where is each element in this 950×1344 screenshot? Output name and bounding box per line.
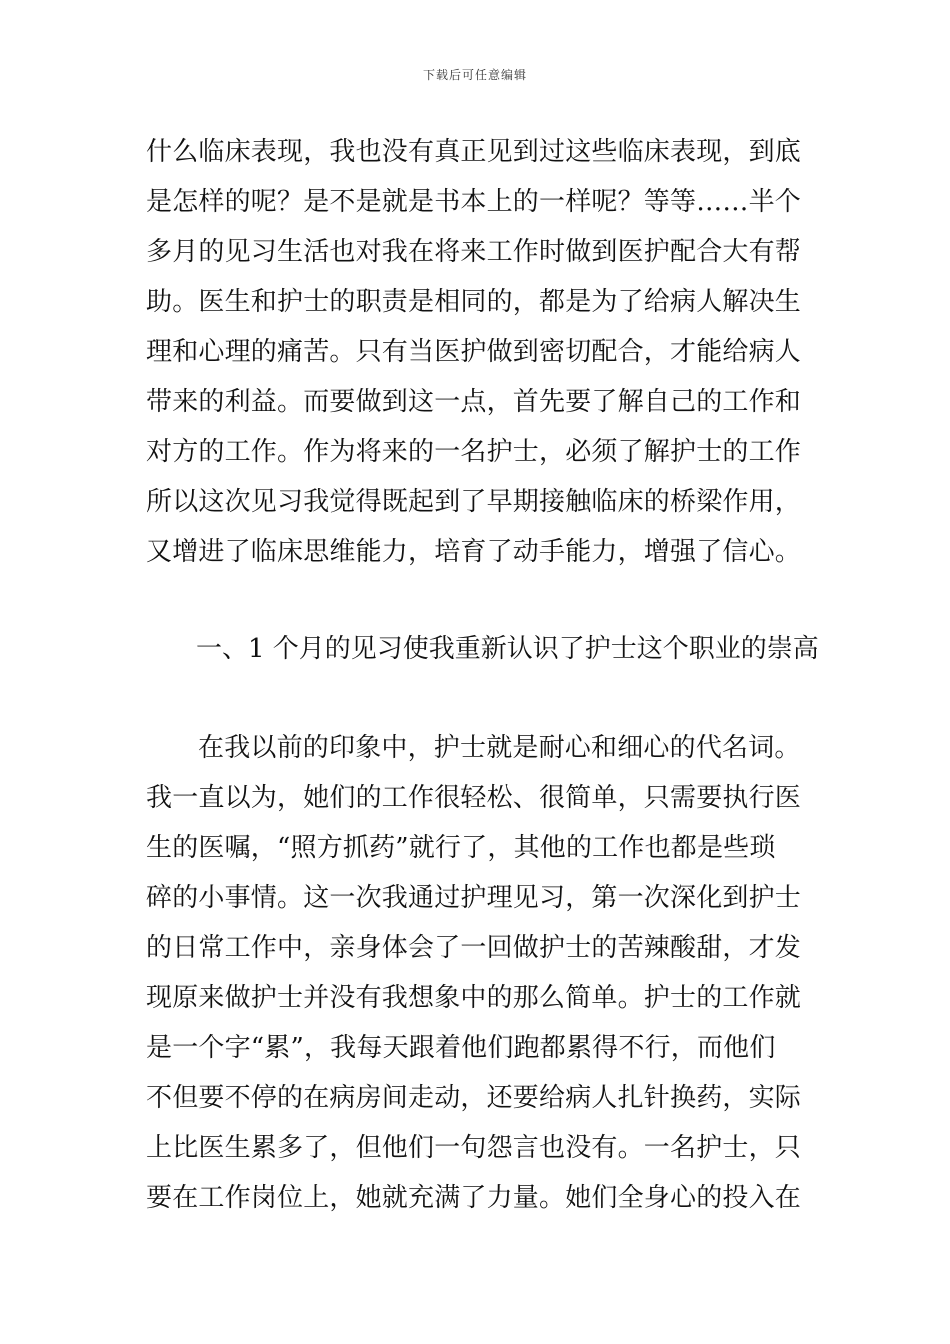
text-line: 生的医嘱，“照方抓药”就行了，其他的工作也都是些琐 — [146, 833, 776, 863]
paragraph-continued — [146, 127, 816, 577]
text-line: 带来的利益。而要做到这一点，首先要了解自己的工作和 — [146, 387, 802, 417]
text-line-first-indented: 在我以前的印象中，护士就是耐心和细心的代名词。 — [198, 733, 801, 763]
text-line: 什么临床表现，我也没有真正见到过这些临床表现，到底 — [146, 137, 802, 167]
text-line: 是一个字“累”，我每天跟着他们跑都累得不行，而他们 — [146, 1033, 776, 1063]
text-line: 现原来做护士并没有我想象中的那么简单。护士的工作就 — [146, 983, 802, 1013]
text-line: 的日常工作中，亲身体会了一回做护士的苦辣酸甜，才发 — [146, 933, 802, 963]
paragraph-section-one — [146, 723, 816, 1223]
text-line: 是怎样的呢？是不是就是书本上的一样呢？等等……半个 — [146, 187, 802, 217]
page-header: 下载后可任意编辑 — [422, 68, 527, 82]
text-line: 助。医生和护士的职责是相同的，都是为了给病人解决生 — [146, 287, 802, 317]
text-line: 对方的工作。作为将来的一名护士，必须了解护士的工作 — [146, 437, 802, 467]
text-line: 多月的见习生活也对我在将来工作时做到医护配合大有帮 — [146, 237, 802, 267]
text-line: 又增进了临床思维能力，培育了动手能力，增强了信心。 — [146, 537, 802, 567]
text-line: 上比医生累多了，但他们一句怨言也没有。一名护士，只 — [146, 1133, 802, 1163]
text-line: 所以这次见习我觉得既起到了早期接触临床的桥梁作用， — [146, 487, 802, 517]
text-line: 碎的小事情。这一次我通过护理见习，第一次深化到护士 — [146, 883, 802, 913]
section-heading: 一、1 个月的见习使我重新认识了护士这个职业的崇高 — [196, 634, 819, 664]
text-line: 我一直以为，她们的工作很轻松、很简单，只需要执行医 — [146, 783, 802, 813]
text-line: 要在工作岗位上，她就充满了力量。她们全身心的投入在 — [146, 1183, 802, 1213]
text-line: 理和心理的痛苦。只有当医护做到密切配合，才能给病人 — [146, 337, 802, 367]
text-line: 不但要不停的在病房间走动，还要给病人扎针换药，实际 — [146, 1083, 802, 1113]
